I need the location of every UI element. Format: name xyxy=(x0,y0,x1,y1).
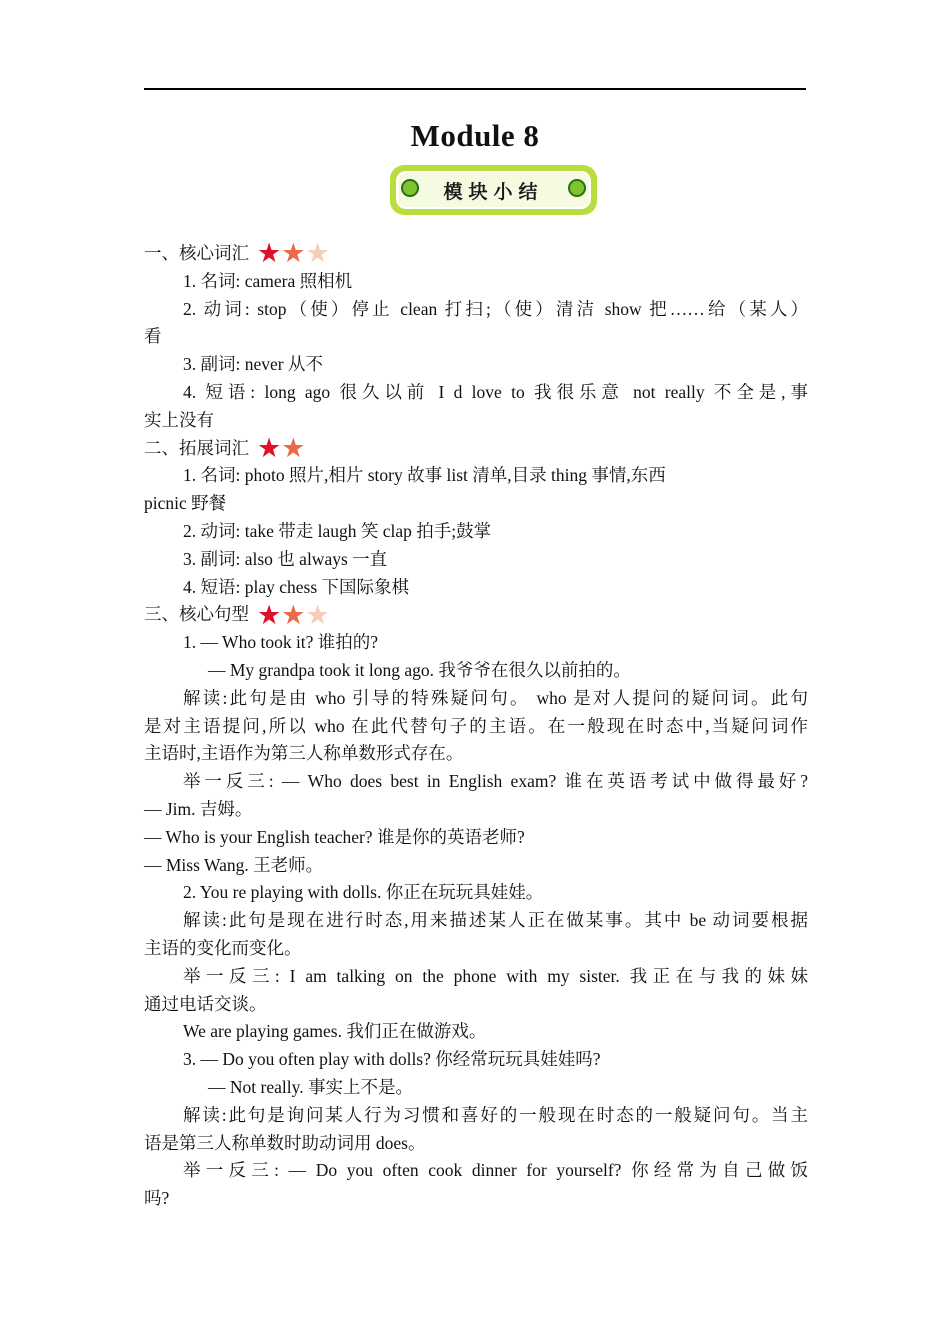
text-line: We are playing games. 我们正在做游戏。 xyxy=(183,1021,487,1042)
text-line: 实上没有 xyxy=(144,409,214,430)
page-title: Module 8 xyxy=(410,118,540,153)
text-line: 3. 副词: also 也 always 一直 xyxy=(183,548,388,569)
text-line: 主语时,主语作为第三人称单数形式存在。 xyxy=(144,743,464,764)
section-heading-text: 一、核心词汇 xyxy=(144,243,249,263)
rating-stars xyxy=(257,599,330,631)
star-icon: ★ xyxy=(257,238,282,270)
text-line: — Who is your English teacher? 谁是你的英语老师? xyxy=(144,826,525,847)
text-line: 4. 短语: long ago 很久以前 I d love to 我很乐意 not really 不全是,事 xyxy=(183,381,808,402)
text-line: 4. 短语: play chess 下国际象棋 xyxy=(183,576,410,597)
section-heading xyxy=(144,601,808,629)
document-body xyxy=(144,240,808,1213)
text-line: 举一反三: I am talking on the phone with my sister. 我正在与我的妹妹 xyxy=(183,965,808,986)
header-rule xyxy=(144,88,806,90)
text-line: 3. 副词: never 从不 xyxy=(183,354,323,375)
star-icon: ★ xyxy=(305,599,330,631)
badge-label: 模块小结 xyxy=(443,181,544,203)
rating-stars xyxy=(257,432,306,464)
text-line: 2. 动词: take 带走 laugh 笑 clap 拍手;鼓掌 xyxy=(183,520,492,541)
text-line: 吗? xyxy=(144,1188,170,1209)
text-line: — Miss Wang. 王老师。 xyxy=(144,854,324,875)
text-line: 2. 动词: stop（使）停止 clean 打扫;（使）清洁 show 把……给（某人） xyxy=(183,298,808,319)
text-line: 解读:此句是现在进行时态,用来描述某人正在做某事。其中 be 动词要根据 xyxy=(183,910,808,931)
star-icon: ★ xyxy=(281,432,306,464)
star-icon: ★ xyxy=(257,599,282,631)
text-line: 1. 名词: camera 照相机 xyxy=(183,270,353,291)
section-badge xyxy=(390,165,597,215)
text-line: 解读:此句是询问某人行为习惯和喜好的一般现在时态的一般疑问句。当主 xyxy=(183,1104,808,1125)
text-line: 1. 名词: photo 照片,相片 story 故事 list 清单,目录 thing 事情,东西 xyxy=(183,465,666,486)
text-line: — Jim. 吉姆。 xyxy=(144,798,253,819)
text-line: 3. — Do you often play with dolls? 你经常玩玩具娃娃吗? xyxy=(183,1049,601,1070)
star-icon: ★ xyxy=(281,238,306,270)
star-icon: ★ xyxy=(281,599,306,631)
text-line: 解读:此句是由 who 引导的特殊疑问句。 who 是对人提问的疑问词。此句 xyxy=(183,687,808,708)
text-line: 举一反三: — Do you often cook dinner for yourself? 你经常为自己做饭 xyxy=(183,1160,808,1181)
text-line: 2. You re playing with dolls. 你正在玩玩具娃娃。 xyxy=(183,882,544,903)
section-heading-text: 二、拓展词汇 xyxy=(144,437,249,458)
rating-stars xyxy=(257,238,330,270)
text-line: 主语的变化而变化。 xyxy=(144,937,302,958)
section-heading xyxy=(144,432,808,464)
text-line: picnic 野餐 xyxy=(144,493,227,514)
text-line: — My grandpa took it long ago. 我爷爷在很久以前拍的。 xyxy=(208,659,631,680)
star-icon: ★ xyxy=(257,432,282,464)
text-line: 语是第三人称单数时助动词用 does。 xyxy=(144,1132,426,1153)
star-icon: ★ xyxy=(305,238,330,270)
text-line: 看 xyxy=(144,326,162,347)
text-line: — Not really. 事实上不是。 xyxy=(208,1076,413,1097)
text-line: 是对主语提问,所以 who 在此代替句子的主语。在一般现在时态中,当疑问词作 xyxy=(144,715,808,736)
text-line: 通过电话交谈。 xyxy=(144,993,267,1014)
text-line: 1. — Who took it? 谁拍的? xyxy=(183,632,379,653)
section-heading-text: 三、核心句型 xyxy=(144,604,249,625)
section-heading xyxy=(144,240,808,268)
text-line: 举一反三: — Who does best in English exam? 谁在英语考试中做得最好? xyxy=(183,771,808,792)
